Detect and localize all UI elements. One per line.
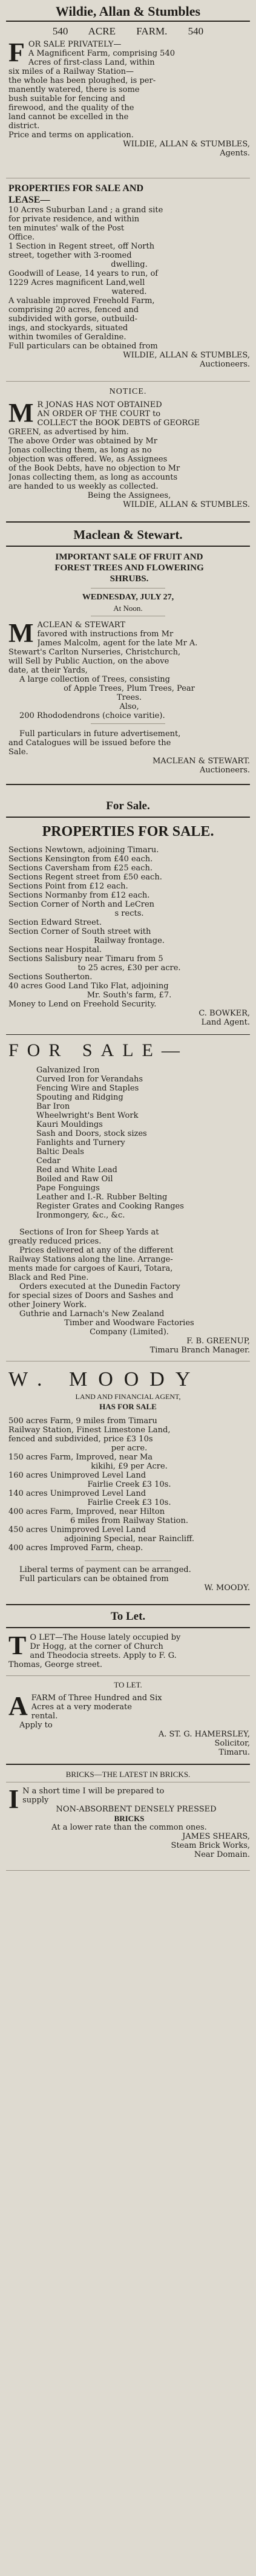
sale-line: Sections Kensington from £40 each. — [8, 855, 153, 864]
moody-sub1: LAND AND FINANCIAL AGENT, — [75, 1392, 181, 1401]
properties-signature: WILDIE, ALLAN & STUMBLES, — [123, 351, 250, 360]
properties-line: comprising 20 acres, fenced and — [8, 305, 139, 315]
stock-item: Boiled and Raw Oil — [36, 1175, 113, 1184]
properties-line: Full particulars can be obtained from — [8, 342, 158, 351]
maclean-line: James Malcolm, agent for the late Mr A. — [37, 639, 198, 648]
farm-to-let-line: FARM of Three Hundred and Six — [31, 1694, 162, 1703]
notice-heading: NOTICE. — [109, 387, 147, 396]
maclean-body — [8, 618, 250, 720]
divider — [6, 21, 250, 22]
stock-item: Leather and I.-R. Rubber Belting — [36, 1193, 168, 1202]
notice-line: are handed to us weekly as collected. — [8, 482, 159, 491]
sale-line: Section Edward Street. — [8, 918, 102, 927]
bricks-line: N a short time I will be prepared to — [22, 1787, 165, 1796]
bricks-price-note: At a lower rate than the common ones. — [51, 1823, 207, 1832]
maclean-line: ACLEAN & STEWART — [37, 621, 125, 630]
greenup-line: Prices delivered at any of the different — [19, 1246, 174, 1255]
moody-line: fenced and subdivided, price £3 10s — [8, 1435, 153, 1444]
properties-line: subdivided with gorse, outbuild- — [8, 315, 137, 324]
farm-signature: WILDIE, ALLAN & STUMBLES, — [123, 140, 250, 149]
moody-sub2: HAS FOR SALE — [99, 1402, 157, 1411]
maclean-signature: MACLEAN & STEWART. — [153, 757, 250, 766]
greenup-line: ments made for cargoes of Kauri, Totara, — [8, 1264, 173, 1273]
greenup-line: Timber and Woodware Factories — [64, 1319, 194, 1328]
stock-item: Curved Iron for Verandahs — [36, 1075, 143, 1084]
sale-line: Sections Point from £12 each. — [8, 882, 128, 891]
to-let-line: Thomas, George street. — [8, 1660, 103, 1669]
greenup-line: Orders executed at the Dunedin Factory — [19, 1282, 180, 1291]
bricks-advert — [8, 1784, 250, 1859]
sale-line: Section Corner of North and LeCren — [8, 900, 155, 909]
maclean-footer-line: Full particulars in future advertisement, — [19, 729, 181, 739]
divider — [6, 546, 250, 547]
properties-signature-role: Auctioneers. — [199, 360, 250, 369]
bricks-signature-place: Near Domain. — [194, 1850, 250, 1859]
farm-heading: 540 ACRE FARM. 540 — [52, 25, 204, 37]
to-let-line: and Theodocia streets. Apply to F. G. — [30, 1651, 177, 1660]
properties-line: 1229 Acres magnificent Land,well — [8, 278, 145, 287]
properties-line: ten minutes' walk of the Post — [8, 224, 125, 233]
greenup-line: Company (Limited). — [90, 1328, 169, 1337]
properties-line: 1 Section in Regent street, off North — [8, 242, 155, 251]
maclean-line: Trees. — [116, 693, 142, 702]
maclean-footer-line: and Catalogues will be issued before the — [8, 739, 171, 748]
maclean-signature-role: Auctioneers. — [199, 766, 250, 775]
moody-line: 160 acres Unimproved Level Land — [8, 1471, 146, 1480]
properties-heading: LEASE— — [8, 195, 50, 205]
notice-line: The above Order was obtained by Mr — [8, 437, 157, 446]
stock-item: Galvanized Iron — [36, 1066, 100, 1075]
drop-cap: M — [8, 618, 34, 648]
stock-item: Fencing Wire and Staples — [36, 1084, 139, 1093]
moody-list — [8, 1417, 250, 1553]
farm-to-let-line: Acres at a very moderate — [31, 1703, 132, 1712]
greenup-heading: FOR SALE— — [8, 1040, 188, 1060]
divider — [6, 521, 250, 523]
notice-line: of the Book Debts, have no objection to Mr — [8, 464, 180, 473]
sale-line: Sections Normanby from £12 each. — [8, 891, 150, 900]
greenup-stock-list — [36, 1066, 250, 1220]
stock-item: Red and White Lead — [36, 1166, 117, 1175]
maclean-line: date, at their Yards, — [8, 666, 88, 675]
bricks-heading: BRICKS—THE LATEST IN BRICKS. — [65, 1770, 191, 1779]
farm-to-let — [8, 1691, 250, 1757]
sale-heading-line: SHRUBS. — [110, 574, 149, 584]
bricks-signature-works: Steam Brick Works, — [171, 1841, 250, 1850]
maclean-line: favored with instructions from Mr — [37, 630, 174, 639]
greenup-line: greatly reduced prices. — [8, 1237, 102, 1246]
moody-line: per acre. — [111, 1444, 148, 1453]
farm-line: district. — [8, 122, 40, 131]
greenup-body — [8, 1228, 250, 1355]
moody-line: Railway Station, Finest Limestone Land, — [8, 1426, 171, 1435]
divider — [6, 381, 250, 382]
bricks-product: BRICKS — [114, 1814, 145, 1823]
divider — [6, 1604, 250, 1605]
farm-to-let-apply: Apply to — [19, 1721, 53, 1730]
bricks-line: supply — [22, 1796, 49, 1805]
sale-line: Sections Southerton. — [8, 973, 93, 982]
sale-line: 40 acres Good Land Tiko Flat, adjoining — [8, 982, 169, 991]
drop-cap: M — [8, 398, 34, 428]
divider — [6, 817, 250, 818]
moody-line: Fairlie Creek £3 10s. — [87, 1498, 171, 1507]
to-let-title: To Let. — [110, 1610, 146, 1623]
moody-line: adjoining Special, near Raincliff. — [64, 1534, 194, 1544]
to-let-signature-place: Timaru. — [218, 1748, 250, 1757]
sale-line: Sections near Hospital. — [8, 945, 102, 954]
moody-line: 450 acres Unimproved Level Land — [8, 1525, 146, 1534]
properties-line: Goodwill of Lease, 14 years to run, of — [8, 269, 159, 278]
divider — [6, 1627, 250, 1628]
to-let-line: Dr Hogg, at the corner of Church — [30, 1642, 163, 1651]
notice-line: Being the Assignees, — [87, 491, 171, 500]
properties-line: watered. — [111, 287, 147, 296]
maclean-line: of Apple Trees, Plum Trees, Pear — [64, 684, 195, 693]
maclean-footer — [8, 729, 250, 775]
moody-line: 400 acres Improved Farm, cheap. — [8, 1544, 143, 1553]
divider — [6, 1034, 250, 1035]
stock-item: Cedar — [36, 1156, 61, 1166]
sale-heading-line: IMPORTANT SALE OF FRUIT AND — [55, 552, 203, 562]
stock-item: Ironmongery, &c., &c. — [36, 1211, 125, 1220]
moody-heading: W. MOODY — [8, 1368, 202, 1391]
bricks-product: NON-ABSORBENT DENSELY PRESSED — [56, 1805, 217, 1814]
moody-line: kikihi, £9 per Acre. — [91, 1462, 168, 1471]
drop-cap: F — [8, 37, 25, 67]
notice-line: AN ORDER OF THE COURT to — [37, 409, 161, 419]
stock-item: Spouting and Ridging — [36, 1093, 123, 1102]
greenup-signature: F. B. GREENUP, — [186, 1337, 250, 1346]
divider — [6, 1764, 250, 1765]
sale-line: Sections Regent street from £50 each. — [8, 873, 162, 882]
drop-cap: I — [8, 1784, 19, 1814]
sale-signature: C. BOWKER, — [199, 1009, 250, 1018]
properties-line: for private residence, and within — [8, 215, 140, 224]
farm-line: bush suitable for fencing and — [8, 94, 125, 103]
for-sale-title: For Sale. — [106, 800, 150, 812]
moody-line: 150 acres Farm, Improved, near Ma — [8, 1453, 153, 1462]
stock-item: Pape Fonguings — [36, 1184, 100, 1193]
divider — [6, 784, 250, 785]
properties-line: ings, and stockyards, situated — [8, 324, 128, 333]
sale-line: s rects. — [114, 909, 144, 918]
notice-advert — [8, 400, 250, 509]
to-let-signature-role: Solicitor, — [214, 1739, 250, 1748]
maclean-line: 200 Rhododendrons (choice varitie). — [19, 711, 165, 720]
greenup-line: Guthrie and Larnach's New Zealand — [19, 1309, 165, 1319]
greenup-line: Sections of Iron for Sheep Yards at — [19, 1228, 159, 1237]
moody-line: 400 acres Farm, Improved, near Hilton — [8, 1507, 165, 1516]
properties-line: A valuable improved Freehold Farm, — [8, 296, 155, 305]
stock-item: Sash and Doors, stock sizes — [36, 1129, 147, 1138]
farm-line: Acres of first-class Land, within — [28, 58, 155, 67]
sale-line: Sections Salisbury near Timaru from 5 — [8, 954, 163, 964]
moody-signature: W. MOODY. — [204, 1583, 250, 1593]
sale-line: Money to Lend on Freehold Security. — [8, 1000, 157, 1009]
moody-footer-line: Full particulars can be obtained from — [19, 1574, 169, 1583]
maclean-sale-heading — [8, 552, 250, 584]
maclean-line: Also, — [119, 702, 139, 711]
sale-heading-line: FOREST TREES AND FLOWERING — [54, 563, 204, 573]
farm-advert — [8, 37, 250, 158]
sale-line: Sections Caversham from £25 each. — [8, 864, 153, 873]
greenup-line: for special sizes of Doors and Sashes and — [8, 1291, 174, 1300]
maclean-line: will Sell by Public Auction, on the above — [8, 657, 169, 666]
greenup-line: Railway Stations along the line. Arrange- — [8, 1255, 173, 1264]
moody-line: 500 acres Farm, 9 miles from Timaru — [8, 1417, 157, 1426]
divider — [85, 1560, 171, 1561]
farm-line: land cannot be excelled in the — [8, 112, 129, 122]
to-let-heading: TO LET. — [114, 1680, 142, 1689]
properties-line: 10 Acres Suburban Land ; a grand site — [8, 206, 163, 215]
stock-item: Bar Iron — [36, 1102, 70, 1111]
divider — [6, 1870, 250, 1871]
to-let-signature: A. ST. G. HAMERSLEY, — [158, 1730, 250, 1739]
properties-line: Office. — [8, 233, 35, 242]
properties-advert — [8, 183, 250, 369]
properties-for-sale-heading: PROPERTIES FOR SALE. — [42, 824, 214, 840]
divider — [91, 723, 165, 724]
farm-line: A Magnificent Farm, comprising 540 — [28, 49, 175, 58]
stock-item: Fanlights and Turnery — [36, 1138, 125, 1147]
notice-line: objection was offered. We, as Assignees — [8, 455, 168, 464]
farm-line: firewood, and the quality of the — [8, 103, 134, 112]
notice-line: R JONAS HAS NOT OBTAINED — [37, 400, 162, 409]
farm-line: Price and terms on application. — [8, 131, 134, 140]
properties-heading: PROPERTIES FOR SALE AND — [8, 183, 144, 194]
stock-item: Baltic Deals — [36, 1147, 84, 1156]
sale-signature-role: Land Agent. — [201, 1018, 250, 1027]
greenup-line: Black and Red Pine. — [8, 1273, 89, 1282]
moody-footer-line: Liberal terms of payment can be arranged. — [19, 1565, 191, 1574]
divider — [91, 588, 165, 589]
maclean-title: Maclean & Stewart. — [73, 527, 183, 542]
to-let-line: O LET—The House lately occupied by — [30, 1633, 181, 1642]
properties-line: within twomiles of Geraldine. — [8, 333, 126, 342]
farm-to-let-line: rental. — [31, 1712, 58, 1721]
sale-line: Mr. South's farm, £7. — [87, 991, 172, 1000]
properties-line: street, together with 3-roomed — [8, 251, 132, 260]
maclean-line: Stewart's Carlton Nurseries, Christchurch, — [8, 648, 181, 657]
notice-signature: WILDIE, ALLAN & STUMBLES. — [123, 500, 250, 509]
farm-line: manently watered, there is some — [8, 85, 140, 94]
notice-line: Jonas collecting them, as long as no — [8, 446, 152, 455]
properties-line: dwelling. — [111, 260, 148, 269]
notice-line: Jonas collecting them, as long as accounts — [8, 473, 178, 482]
farm-line: the whole has been ploughed, is per- — [8, 76, 156, 85]
sale-line: Sections Newtown, adjoining Timaru. — [8, 846, 159, 855]
moody-footer — [8, 1565, 250, 1593]
drop-cap: A — [8, 1691, 28, 1721]
sale-line: Section Corner of South street with — [8, 927, 151, 936]
bricks-signature: JAMES SHEARS, — [182, 1832, 250, 1841]
maclean-line: A large collection of Trees, consisting — [19, 675, 170, 684]
maclean-footer-line: Sale. — [8, 748, 28, 757]
moody-line: 140 acres Unimproved Level Land — [8, 1489, 146, 1498]
wildie-title: Wildie, Allan & Stumbles — [55, 4, 201, 19]
greenup-signature-role: Timaru Branch Manager. — [149, 1346, 250, 1355]
drop-cap: T — [8, 1631, 27, 1660]
greenup-line: other Joinery Work. — [8, 1300, 87, 1309]
farm-line: six miles of a Railway Station— — [8, 67, 134, 76]
farm-signature-role: Agents. — [220, 149, 250, 158]
sale-date: WEDNESDAY, JULY 27, — [82, 593, 174, 602]
stock-item: Kauri Mouldings — [36, 1120, 103, 1129]
sale-line: Railway frontage. — [94, 936, 165, 945]
moody-line: Fairlie Creek £3 10s. — [87, 1480, 171, 1489]
sale-line: to 25 acres, £30 per acre. — [77, 964, 181, 973]
farm-line: OR SALE PRIVATELY— — [28, 40, 122, 49]
for-sale-list — [8, 846, 250, 1027]
sale-time: At Noon. — [113, 604, 143, 613]
stock-item: Wheelwright's Bent Work — [36, 1111, 139, 1120]
house-to-let — [8, 1633, 250, 1669]
notice-line: GREEN, as advertised by him. — [8, 428, 129, 437]
stock-item: Register Grates and Cooking Ranges — [36, 1202, 184, 1211]
notice-line: COLLECT the BOOK DEBTS of GEORGE — [37, 419, 200, 428]
divider — [6, 1675, 250, 1676]
moody-line: 6 miles from Railway Station. — [70, 1516, 188, 1525]
